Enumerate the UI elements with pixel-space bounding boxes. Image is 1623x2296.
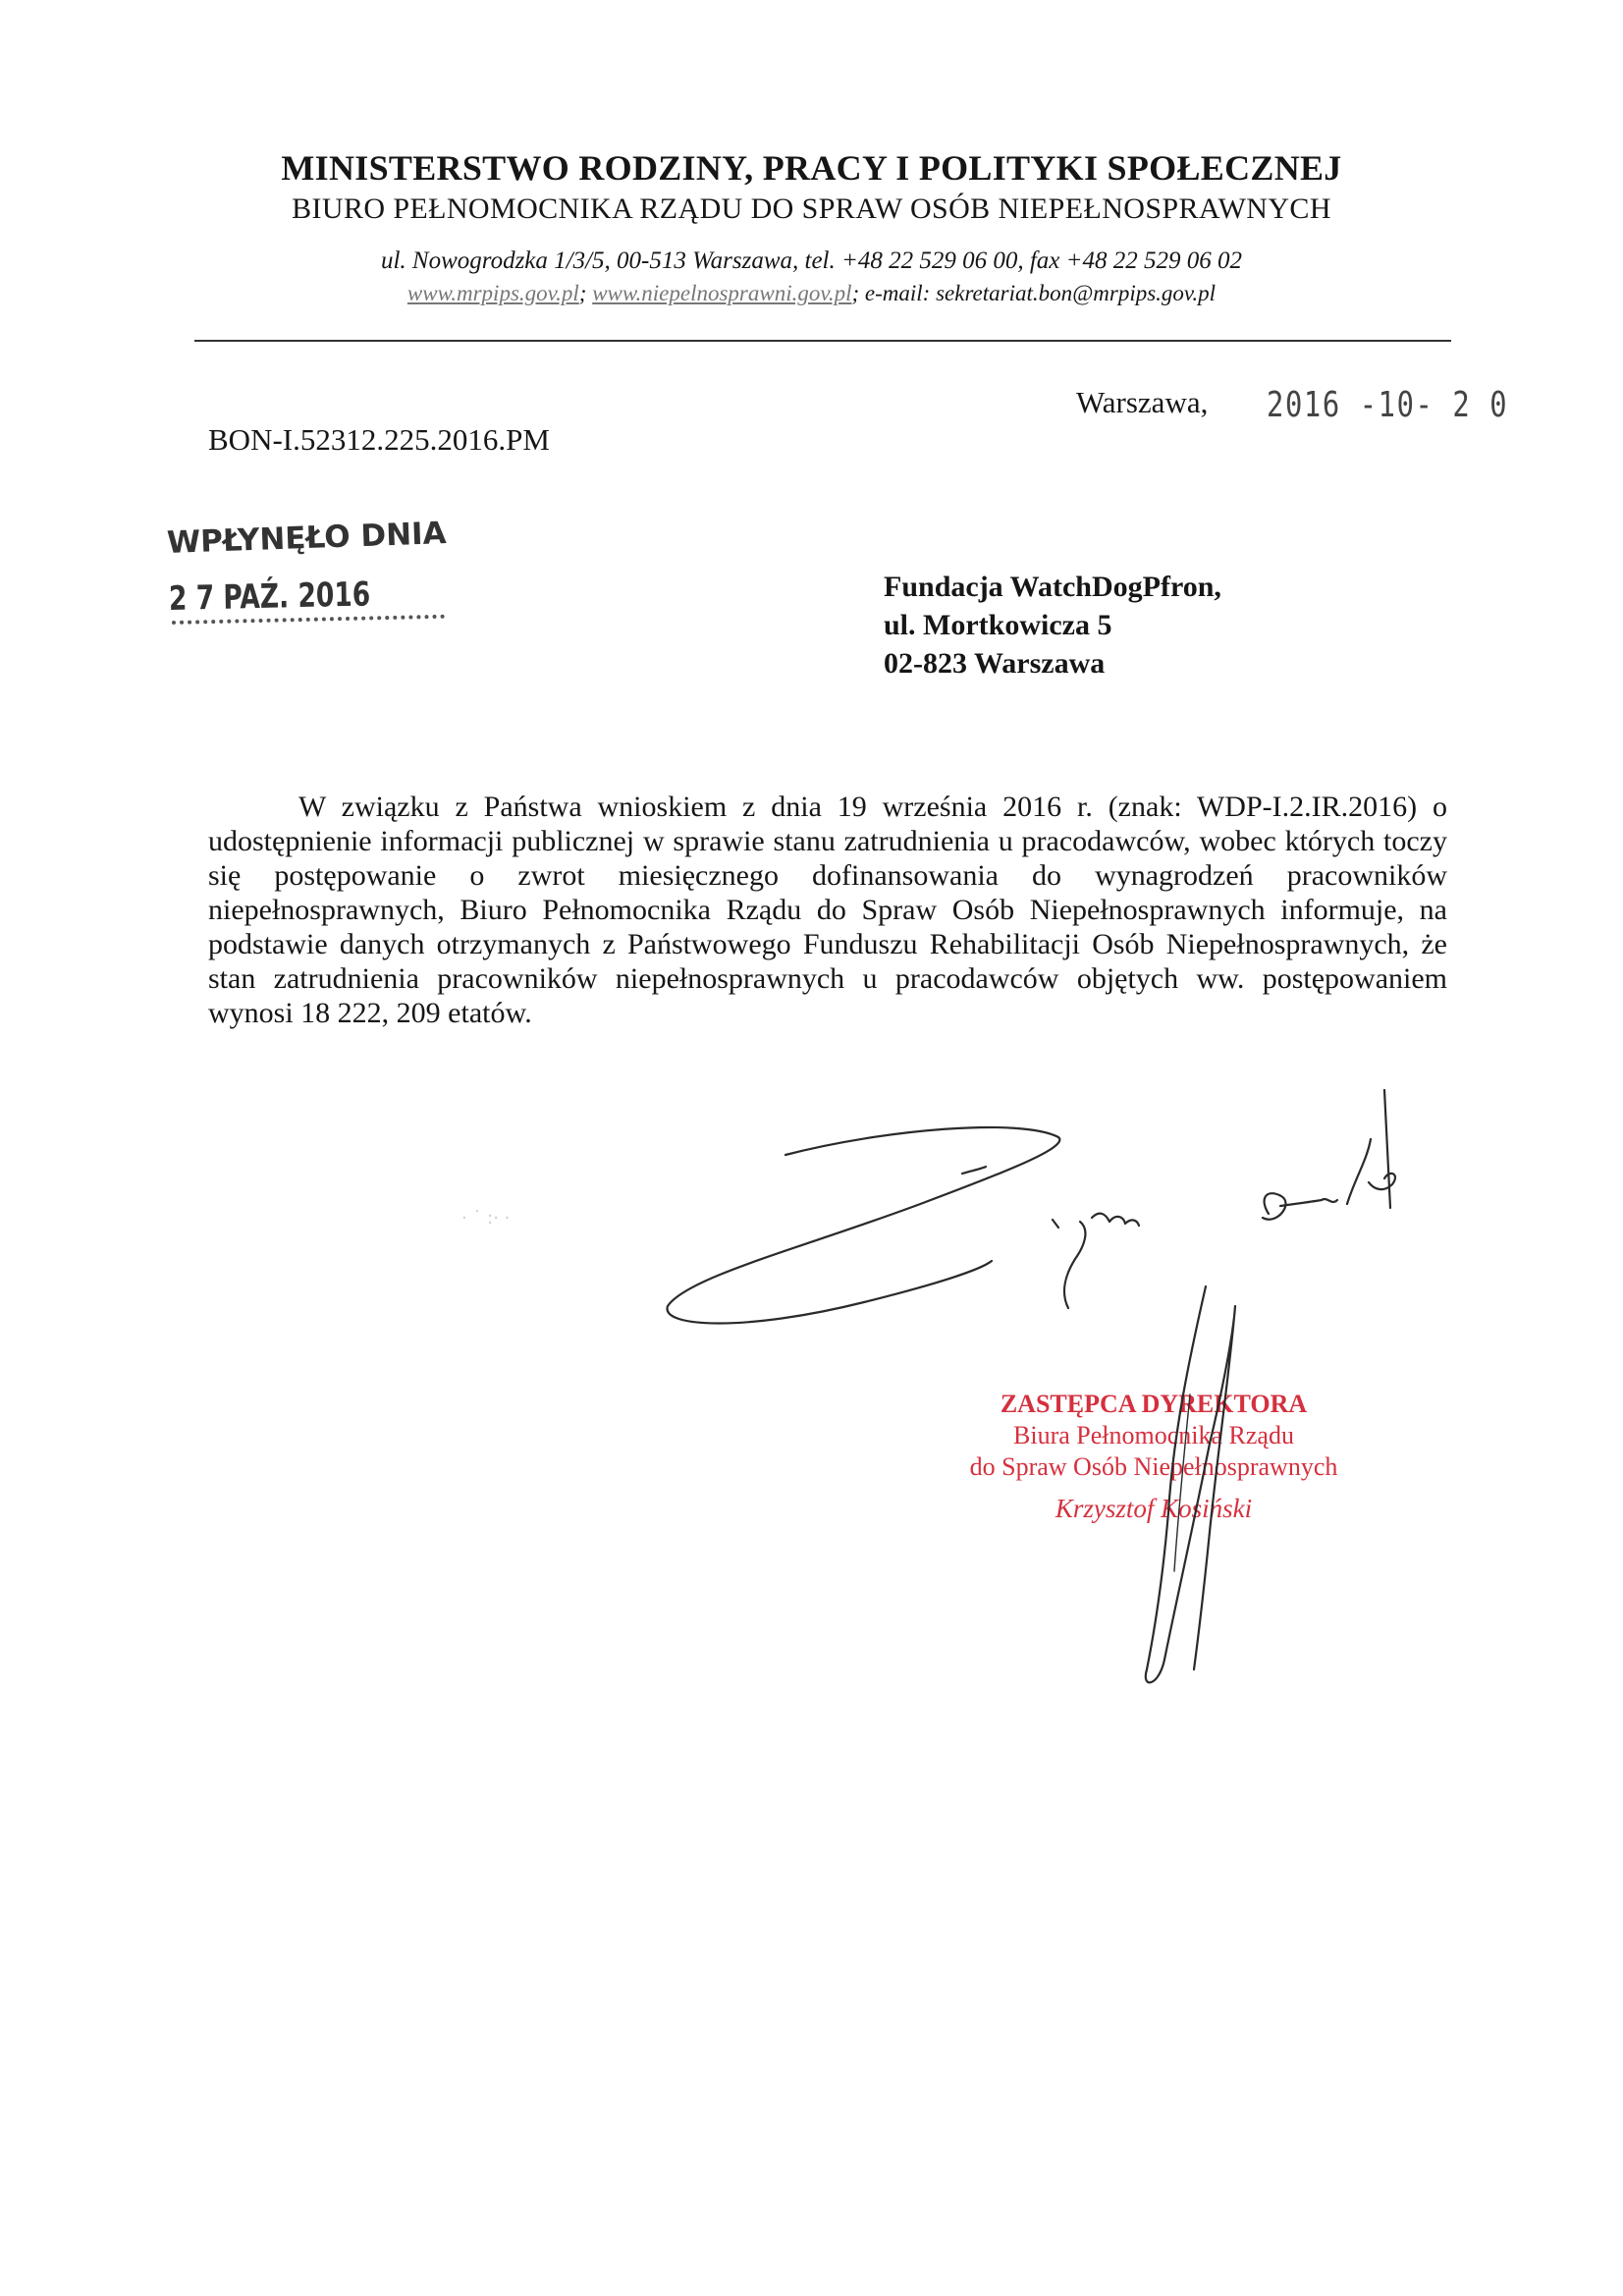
signature-tall-stroke xyxy=(1384,1090,1390,1208)
recipient-city: 02-823 Warszawa xyxy=(884,647,1106,680)
signature-vertical-loops xyxy=(1146,1286,1235,1682)
received-stamp-date: 2 7 PAŹ. 2016 xyxy=(168,574,371,619)
separator: ; xyxy=(578,281,593,305)
reference-number: BON-I.52312.225.2016.PM xyxy=(208,422,550,457)
letter-body-text: W związku z Państwa wnioskiem z dnia 19 września 2016 r. (znak: WDP-I.2.IR.2016) o udostępnienie informacji publicznej w sprawie stanu zatrudnienia u pracodawców, wobec których toczy się postępowanie o zwrot miesięcznego dofinansowania do wynagrodzeń pracowników niepełnosprawnych, Biuro Pełnomocnika Rządu do Spraw Osób Niepełnosprawnych informuje, na podstawie danych otrzymanych z Państwowego Funduszu Rehabilitacji Osób Niepełnosprawnych, że stan zatrudnienia pracowników niepełnosprawnych u pracodawców objętych ww. postępowaniem wynosi 18 222, 209 etatów. xyxy=(208,791,1447,1029)
signature-flourish xyxy=(667,1127,1059,1324)
recipient-name: Fundacja WatchDogPfron, xyxy=(884,571,1221,603)
email-text: ; e-mail: sekretariat.bon@mrpips.gov.pl xyxy=(851,281,1217,305)
website-link-niepelnosprawni[interactable]: www.niepelnosprawni.gov.pl xyxy=(592,281,852,305)
signature-title: ZASTĘPCA DYREKTORA xyxy=(1000,1390,1308,1418)
received-stamp-label: WPŁYNĘŁO DNIA xyxy=(166,516,448,561)
address-line: ul. Nowogrodzka 1/3/5, 00-513 Warszawa, tel. +48 22 529 06 00, fax +48 22 529 06 02 xyxy=(380,247,1243,274)
signature-initials xyxy=(1053,1214,1139,1308)
date-stamp: 2016 -10- 2 0 xyxy=(1267,385,1509,425)
signature-office-line1: Biura Pełnomocnika Rządu xyxy=(1013,1421,1294,1449)
bureau-title: BIURO PEŁNOMOCNIKA RZĄDU DO SPRAW OSÓB NIEPEŁNOSPRAWNYCH xyxy=(292,192,1331,225)
faint-scan-mark: · ˙ :· · xyxy=(461,1208,511,1229)
signature-office-line2: do Spraw Osób Niepełnosprawnych xyxy=(969,1452,1338,1481)
place-name: Warszawa, xyxy=(1076,385,1209,419)
website-link-mrpips[interactable]: www.mrpips.gov.pl xyxy=(406,281,579,305)
signature-stroke-small xyxy=(962,1167,986,1174)
recipient-street: ul. Mortkowicza 5 xyxy=(884,609,1112,641)
signature-right-mark xyxy=(1263,1139,1395,1220)
signature-name: Krzysztof Kosiński xyxy=(1055,1494,1253,1523)
ministry-title: MINISTERSTWO RODZINY, PRACY I POLITYKI SPOŁECZNEJ xyxy=(281,148,1342,188)
